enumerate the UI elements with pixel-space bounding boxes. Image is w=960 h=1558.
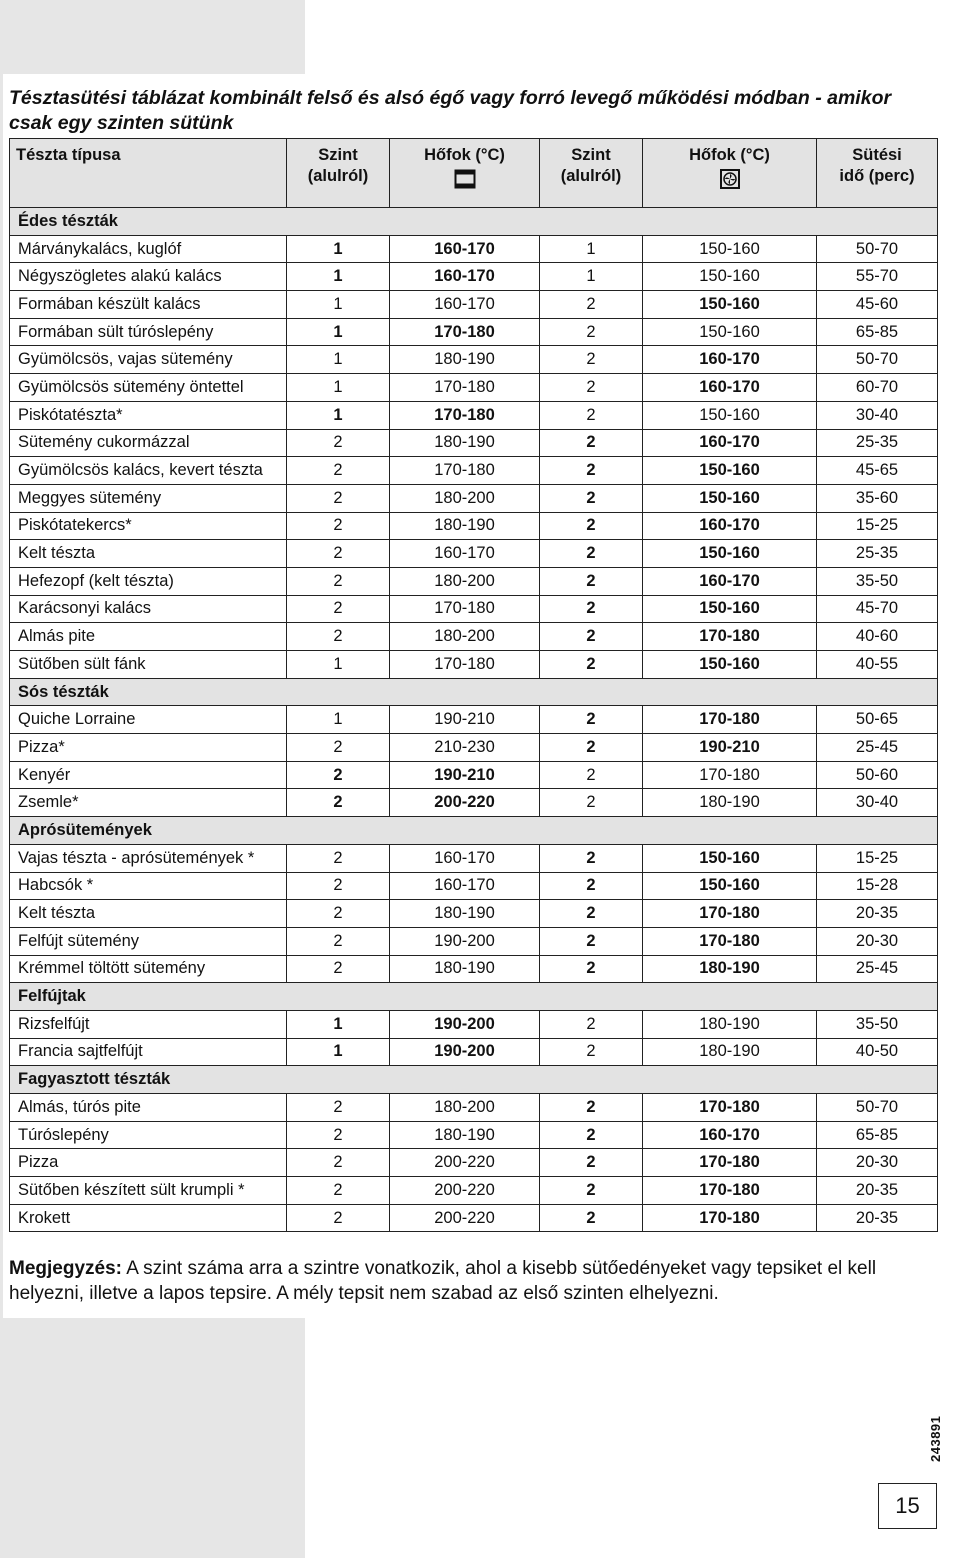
cell-time: 35-60 xyxy=(817,484,938,512)
cell-level-1: 2 xyxy=(287,512,390,540)
cell-time: 20-35 xyxy=(817,1177,938,1205)
cell-level-2: 2 xyxy=(540,1149,643,1177)
cell-level-2: 2 xyxy=(540,374,643,402)
cell-time: 35-50 xyxy=(817,567,938,595)
cell-dish-name: Habcsók * xyxy=(10,872,287,900)
cell-temp-2: 170-180 xyxy=(643,1177,817,1205)
baking-table xyxy=(9,138,938,1232)
cell-dish-name: Felfújt sütemény xyxy=(10,927,287,955)
cell-dish-name: Formában készült kalács xyxy=(10,291,287,319)
cell-level-2: 2 xyxy=(540,1121,643,1149)
cell-time: 35-50 xyxy=(817,1010,938,1038)
cell-temp-1: 170-180 xyxy=(390,595,540,623)
cell-temp-1: 160-170 xyxy=(390,844,540,872)
cell-temp-1: 160-170 xyxy=(390,291,540,319)
cell-level-1: 2 xyxy=(287,1149,390,1177)
cell-level-1: 1 xyxy=(287,291,390,319)
cell-level-2: 2 xyxy=(540,457,643,485)
cell-temp-1: 180-200 xyxy=(390,1094,540,1122)
header-level-2 xyxy=(540,139,643,208)
cell-level-1: 1 xyxy=(287,706,390,734)
cell-level-1: 2 xyxy=(287,761,390,789)
cell-level-1: 2 xyxy=(287,1177,390,1205)
cell-level-1: 2 xyxy=(287,844,390,872)
table-row xyxy=(10,512,938,540)
cell-time: 30-40 xyxy=(817,789,938,817)
cell-temp-1: 170-180 xyxy=(390,318,540,346)
cell-time: 30-40 xyxy=(817,401,938,429)
section-row xyxy=(10,817,938,845)
cell-level-2: 2 xyxy=(540,789,643,817)
table-row xyxy=(10,1121,938,1149)
cell-time: 60-70 xyxy=(817,374,938,402)
cell-temp-1: 170-180 xyxy=(390,457,540,485)
cell-time: 15-25 xyxy=(817,844,938,872)
cell-time: 25-45 xyxy=(817,955,938,983)
cell-dish-name: Vajas tészta - aprósütemények * xyxy=(10,844,287,872)
cell-level-1: 1 xyxy=(287,1010,390,1038)
cell-temp-1: 190-210 xyxy=(390,706,540,734)
cell-level-1: 2 xyxy=(287,734,390,762)
cell-dish-name: Márványkalács, kuglóf xyxy=(10,235,287,263)
cell-level-2: 2 xyxy=(540,706,643,734)
cell-temp-1: 210-230 xyxy=(390,734,540,762)
cell-level-1: 1 xyxy=(287,401,390,429)
header-level-1 xyxy=(287,139,390,208)
table-row xyxy=(10,623,938,651)
cell-level-2: 2 xyxy=(540,1204,643,1232)
table-row xyxy=(10,346,938,374)
table-row xyxy=(10,1094,938,1122)
cell-temp-2: 160-170 xyxy=(643,512,817,540)
cell-temp-2: 150-160 xyxy=(643,872,817,900)
table-row xyxy=(10,1149,938,1177)
cell-temp-2: 170-180 xyxy=(643,927,817,955)
cell-time: 50-60 xyxy=(817,761,938,789)
cell-level-1: 2 xyxy=(287,900,390,928)
cell-level-2: 2 xyxy=(540,900,643,928)
cell-level-1: 2 xyxy=(287,789,390,817)
table-row xyxy=(10,761,938,789)
cell-temp-2: 150-160 xyxy=(643,595,817,623)
cell-temp-2: 170-180 xyxy=(643,706,817,734)
cell-temp-2: 160-170 xyxy=(643,429,817,457)
cell-temp-1: 200-220 xyxy=(390,789,540,817)
cell-level-2: 2 xyxy=(540,734,643,762)
fan-oven-icon xyxy=(720,169,740,195)
cell-level-1: 1 xyxy=(287,651,390,679)
cell-dish-name: Sütőben készített sült krumpli * xyxy=(10,1177,287,1205)
section-title: Felfújtak xyxy=(10,983,938,1011)
cell-dish-name: Krémmel töltött sütemény xyxy=(10,955,287,983)
cell-temp-1: 170-180 xyxy=(390,651,540,679)
cell-dish-name: Formában sült túróslepény xyxy=(10,318,287,346)
top-bottom-heat-icon xyxy=(454,169,476,195)
cell-dish-name: Piskótatekercs* xyxy=(10,512,287,540)
page-title: Tésztasütési táblázat kombinált felső és alsó égő vagy forró levegő működési módban - amikor csak egy szinten sütünk xyxy=(9,87,892,134)
cell-time: 65-85 xyxy=(817,1121,938,1149)
header-level-1-line2: (alulról) xyxy=(307,167,369,185)
section-row xyxy=(10,1066,938,1094)
header-type: Tészta típusa xyxy=(10,139,287,208)
cell-dish-name: Gyümölcsös, vajas sütemény xyxy=(10,346,287,374)
cell-level-1: 2 xyxy=(287,457,390,485)
cell-dish-name: Zsemle* xyxy=(10,789,287,817)
table-row xyxy=(10,927,938,955)
cell-level-2: 2 xyxy=(540,1038,643,1066)
cell-temp-2: 150-160 xyxy=(643,235,817,263)
section-title: Aprósütemények xyxy=(10,817,938,845)
cell-temp-2: 180-190 xyxy=(643,789,817,817)
cell-temp-1: 160-170 xyxy=(390,540,540,568)
cell-time: 50-70 xyxy=(817,1094,938,1122)
cell-level-2: 2 xyxy=(540,1010,643,1038)
cell-time: 40-55 xyxy=(817,651,938,679)
cell-level-2: 2 xyxy=(540,844,643,872)
cell-dish-name: Quiche Lorraine xyxy=(10,706,287,734)
cell-dish-name: Pizza* xyxy=(10,734,287,762)
table-row xyxy=(10,1177,938,1205)
cell-time: 15-25 xyxy=(817,512,938,540)
cell-temp-2: 150-160 xyxy=(643,651,817,679)
cell-level-2: 2 xyxy=(540,927,643,955)
cell-temp-1: 180-200 xyxy=(390,567,540,595)
cell-dish-name: Kelt tészta xyxy=(10,540,287,568)
cell-dish-name: Krokett xyxy=(10,1204,287,1232)
gray-margin-top xyxy=(0,0,305,74)
header-time xyxy=(817,139,938,208)
cell-level-1: 2 xyxy=(287,955,390,983)
section-row xyxy=(10,208,938,236)
cell-dish-name: Négyszögletes alakú kalács xyxy=(10,263,287,291)
table-row xyxy=(10,651,938,679)
cell-dish-name: Gyümölcsös kalács, kevert tészta xyxy=(10,457,287,485)
cell-time: 40-50 xyxy=(817,1038,938,1066)
cell-level-2: 2 xyxy=(540,318,643,346)
cell-time: 50-65 xyxy=(817,706,938,734)
cell-time: 20-35 xyxy=(817,900,938,928)
cell-time: 45-70 xyxy=(817,595,938,623)
table-row xyxy=(10,457,938,485)
cell-level-1: 2 xyxy=(287,540,390,568)
cell-level-1: 1 xyxy=(287,318,390,346)
cell-time: 20-35 xyxy=(817,1204,938,1232)
cell-temp-2: 180-190 xyxy=(643,1038,817,1066)
cell-dish-name: Sütőben sült fánk xyxy=(10,651,287,679)
cell-level-1: 2 xyxy=(287,595,390,623)
cell-level-1: 1 xyxy=(287,1038,390,1066)
table-row xyxy=(10,872,938,900)
cell-temp-1: 180-190 xyxy=(390,429,540,457)
cell-time: 65-85 xyxy=(817,318,938,346)
cell-temp-1: 180-190 xyxy=(390,512,540,540)
cell-temp-2: 150-160 xyxy=(643,457,817,485)
cell-level-2: 1 xyxy=(540,235,643,263)
cell-temp-1: 180-200 xyxy=(390,623,540,651)
cell-dish-name: Piskótatészta* xyxy=(10,401,287,429)
cell-level-2: 2 xyxy=(540,401,643,429)
cell-level-2: 1 xyxy=(540,263,643,291)
section-row xyxy=(10,678,938,706)
cell-dish-name: Kelt tészta xyxy=(10,900,287,928)
note xyxy=(9,1256,939,1306)
cell-level-2: 2 xyxy=(540,346,643,374)
cell-dish-name: Karácsonyi kalács xyxy=(10,595,287,623)
cell-level-1: 1 xyxy=(287,374,390,402)
cell-time: 25-35 xyxy=(817,429,938,457)
cell-temp-2: 160-170 xyxy=(643,346,817,374)
cell-temp-2: 170-180 xyxy=(643,1094,817,1122)
header-level-1-line1: Szint xyxy=(318,146,358,164)
note-label: Megjegyzés: xyxy=(9,1258,122,1279)
table-row xyxy=(10,540,938,568)
cell-level-1: 2 xyxy=(287,623,390,651)
table-row xyxy=(10,374,938,402)
cell-level-1: 1 xyxy=(287,346,390,374)
cell-temp-1: 200-220 xyxy=(390,1177,540,1205)
table-row xyxy=(10,401,938,429)
cell-temp-2: 150-160 xyxy=(643,401,817,429)
cell-level-1: 1 xyxy=(287,235,390,263)
cell-level-2: 2 xyxy=(540,291,643,319)
cell-level-2: 2 xyxy=(540,512,643,540)
cell-temp-2: 170-180 xyxy=(643,1204,817,1232)
cell-temp-1: 180-190 xyxy=(390,346,540,374)
cell-time: 50-70 xyxy=(817,235,938,263)
table-row xyxy=(10,734,938,762)
cell-temp-2: 190-210 xyxy=(643,734,817,762)
header-time-line2: idő (perc) xyxy=(839,167,915,185)
table-row xyxy=(10,789,938,817)
cell-time: 40-60 xyxy=(817,623,938,651)
note-text: A szint száma arra a szintre vonatkozik, ahol a kisebb sütőedényeket vagy tepsiket el kell helyezni, illetve a lapos tepsire. A mély tepsit nem szabad az első szinten elhelyezni. xyxy=(9,1258,877,1304)
cell-dish-name: Francia sajtfelfújt xyxy=(10,1038,287,1066)
section-title: Sós tészták xyxy=(10,678,938,706)
cell-temp-2: 160-170 xyxy=(643,1121,817,1149)
header-temp-2 xyxy=(643,139,817,208)
cell-level-1: 2 xyxy=(287,1121,390,1149)
cell-level-1: 2 xyxy=(287,429,390,457)
gray-margin-bottom xyxy=(0,1318,305,1558)
table-row xyxy=(10,1204,938,1232)
cell-temp-1: 160-170 xyxy=(390,872,540,900)
cell-time: 25-45 xyxy=(817,734,938,762)
cell-dish-name: Meggyes sütemény xyxy=(10,484,287,512)
section-row xyxy=(10,983,938,1011)
cell-temp-2: 150-160 xyxy=(643,291,817,319)
cell-temp-2: 150-160 xyxy=(643,484,817,512)
cell-time: 20-30 xyxy=(817,1149,938,1177)
cell-level-2: 2 xyxy=(540,623,643,651)
cell-dish-name: Pizza xyxy=(10,1149,287,1177)
cell-dish-name: Almás pite xyxy=(10,623,287,651)
cell-temp-2: 150-160 xyxy=(643,318,817,346)
table-row xyxy=(10,429,938,457)
cell-temp-1: 190-200 xyxy=(390,1038,540,1066)
cell-temp-1: 160-170 xyxy=(390,235,540,263)
cell-temp-1: 170-180 xyxy=(390,374,540,402)
cell-temp-1: 180-200 xyxy=(390,484,540,512)
table-row xyxy=(10,484,938,512)
cell-temp-2: 150-160 xyxy=(643,844,817,872)
cell-temp-1: 170-180 xyxy=(390,401,540,429)
cell-temp-1: 180-190 xyxy=(390,955,540,983)
cell-temp-2: 150-160 xyxy=(643,540,817,568)
header-level-2-line2: (alulról) xyxy=(560,167,622,185)
table-row xyxy=(10,595,938,623)
cell-temp-1: 180-190 xyxy=(390,1121,540,1149)
cell-temp-2: 170-180 xyxy=(643,761,817,789)
table-row xyxy=(10,318,938,346)
cell-time: 15-28 xyxy=(817,872,938,900)
cell-level-2: 2 xyxy=(540,595,643,623)
cell-temp-2: 150-160 xyxy=(643,263,817,291)
cell-temp-2: 180-190 xyxy=(643,955,817,983)
cell-level-2: 2 xyxy=(540,540,643,568)
cell-level-2: 2 xyxy=(540,484,643,512)
cell-level-2: 2 xyxy=(540,651,643,679)
cell-time: 20-30 xyxy=(817,927,938,955)
cell-level-1: 2 xyxy=(287,567,390,595)
document-code: 243891 xyxy=(928,1415,943,1462)
header-temp-1-label: Hőfok (°C) xyxy=(424,146,505,164)
cell-temp-2: 160-170 xyxy=(643,567,817,595)
header-level-2-line1: Szint xyxy=(571,146,611,164)
cell-temp-1: 190-210 xyxy=(390,761,540,789)
page-number: 15 xyxy=(878,1483,937,1529)
table-row xyxy=(10,235,938,263)
cell-level-1: 2 xyxy=(287,1094,390,1122)
cell-temp-1: 190-200 xyxy=(390,927,540,955)
cell-dish-name: Túróslepény xyxy=(10,1121,287,1149)
cell-level-1: 2 xyxy=(287,1204,390,1232)
table-row xyxy=(10,291,938,319)
table-row xyxy=(10,706,938,734)
cell-level-1: 2 xyxy=(287,484,390,512)
table-row xyxy=(10,900,938,928)
section-title: Édes tészták xyxy=(10,208,938,236)
table-body xyxy=(10,208,938,1232)
cell-dish-name: Rizsfelfújt xyxy=(10,1010,287,1038)
cell-temp-2: 160-170 xyxy=(643,374,817,402)
cell-time: 25-35 xyxy=(817,540,938,568)
cell-time: 55-70 xyxy=(817,263,938,291)
cell-temp-1: 180-190 xyxy=(390,900,540,928)
cell-temp-1: 190-200 xyxy=(390,1010,540,1038)
cell-temp-2: 170-180 xyxy=(643,900,817,928)
cell-level-2: 2 xyxy=(540,872,643,900)
header-temp-1 xyxy=(390,139,540,208)
cell-temp-1: 160-170 xyxy=(390,263,540,291)
cell-temp-1: 200-220 xyxy=(390,1149,540,1177)
table-row xyxy=(10,1038,938,1066)
cell-dish-name: Kenyér xyxy=(10,761,287,789)
section-title: Fagyasztott tészták xyxy=(10,1066,938,1094)
header-temp-2-label: Hőfok (°C) xyxy=(689,146,770,164)
cell-dish-name: Hefezopf (kelt tészta) xyxy=(10,567,287,595)
cell-time: 50-70 xyxy=(817,346,938,374)
table-row xyxy=(10,567,938,595)
cell-level-2: 2 xyxy=(540,1177,643,1205)
cell-temp-1: 200-220 xyxy=(390,1204,540,1232)
table-row xyxy=(10,1010,938,1038)
cell-level-2: 2 xyxy=(540,955,643,983)
cell-level-1: 2 xyxy=(287,872,390,900)
cell-time: 45-60 xyxy=(817,291,938,319)
gray-margin-left xyxy=(0,74,3,1318)
cell-level-2: 2 xyxy=(540,761,643,789)
cell-dish-name: Sütemény cukormázzal xyxy=(10,429,287,457)
cell-level-2: 2 xyxy=(540,1094,643,1122)
cell-temp-2: 170-180 xyxy=(643,623,817,651)
cell-time: 45-65 xyxy=(817,457,938,485)
table-header-row xyxy=(10,139,938,208)
cell-level-1: 1 xyxy=(287,263,390,291)
table-row xyxy=(10,263,938,291)
cell-level-2: 2 xyxy=(540,429,643,457)
cell-temp-2: 180-190 xyxy=(643,1010,817,1038)
cell-temp-2: 170-180 xyxy=(643,1149,817,1177)
cell-level-2: 2 xyxy=(540,567,643,595)
table-row xyxy=(10,844,938,872)
cell-dish-name: Almás, túrós pite xyxy=(10,1094,287,1122)
cell-dish-name: Gyümölcsös sütemény öntettel xyxy=(10,374,287,402)
table-row xyxy=(10,955,938,983)
header-time-line1: Sütési xyxy=(852,146,902,164)
cell-level-1: 2 xyxy=(287,927,390,955)
